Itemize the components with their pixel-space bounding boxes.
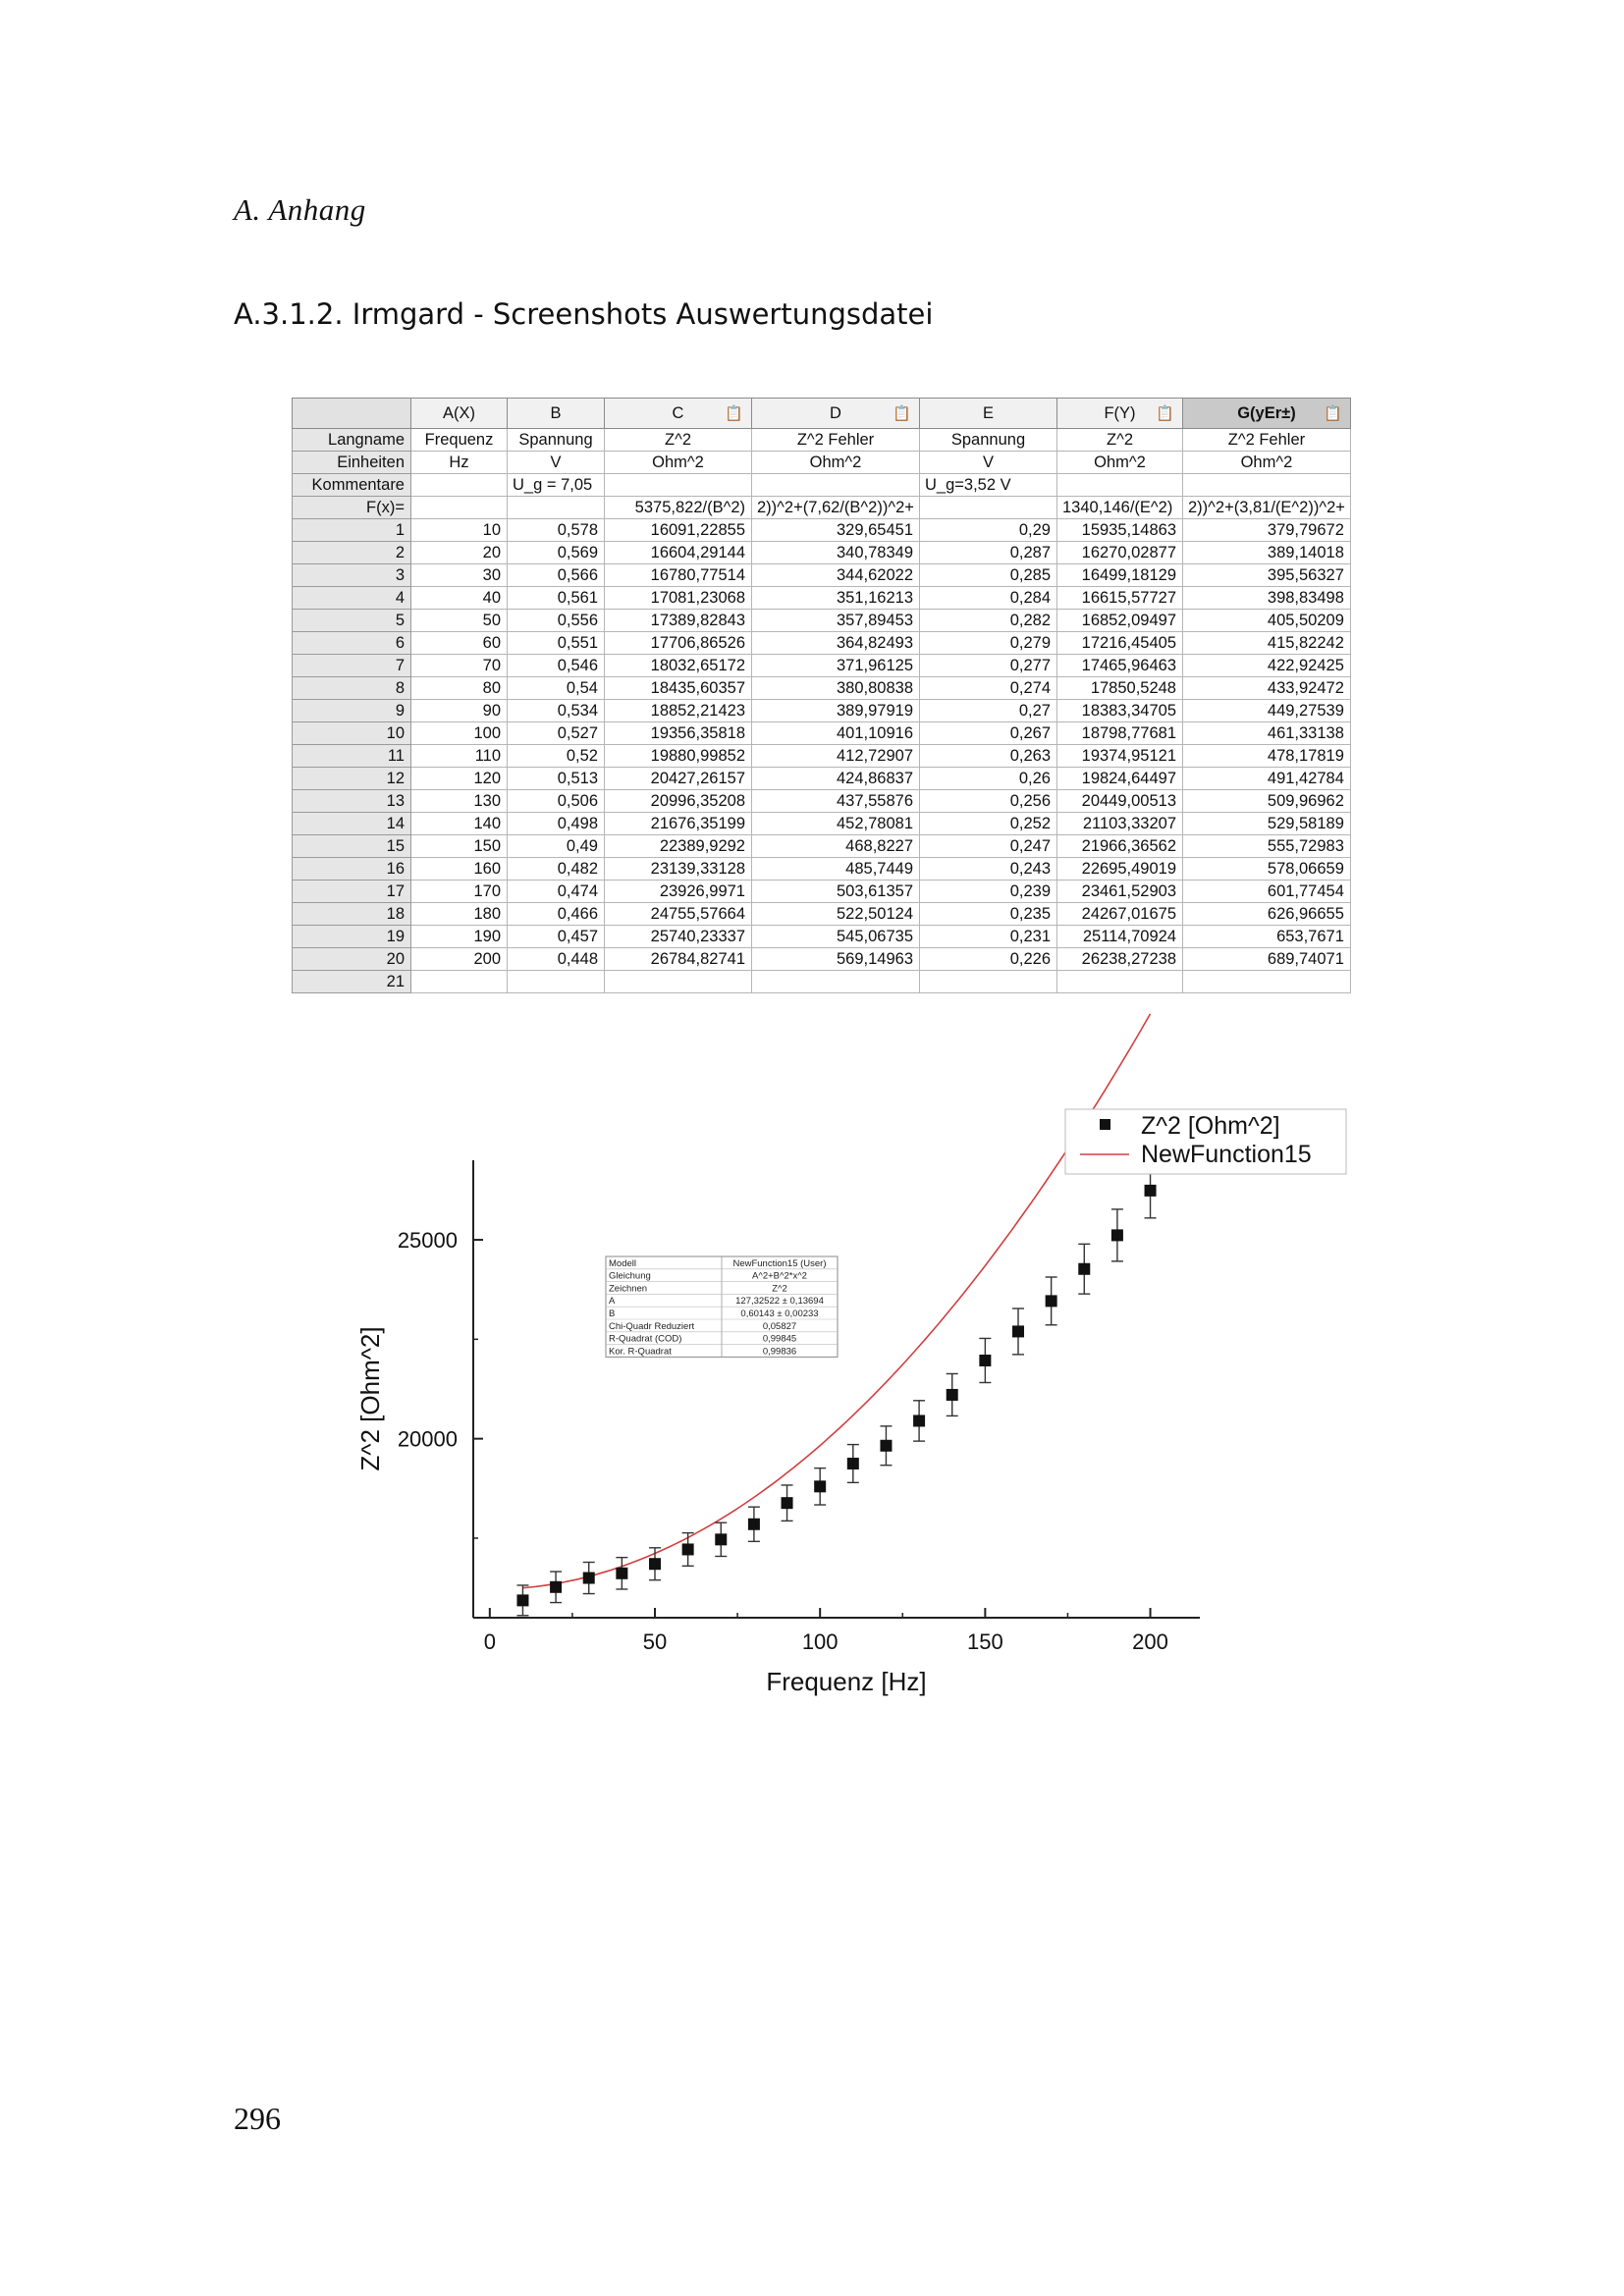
- table-cell-d[interactable]: 371,96125: [752, 655, 920, 677]
- table-cell-e[interactable]: 0,267: [920, 722, 1057, 745]
- table-cell-a[interactable]: 150: [411, 835, 508, 858]
- metadata-cell[interactable]: U_g = 7,05: [508, 474, 605, 497]
- table-cell-g[interactable]: 398,83498: [1183, 587, 1351, 610]
- table-cell-c[interactable]: 20996,35208: [605, 790, 752, 813]
- table-cell-d[interactable]: 357,89453: [752, 610, 920, 632]
- fit-table-value: 0,99836: [762, 1346, 797, 1358]
- table-cell-f[interactable]: 24267,01675: [1057, 903, 1183, 926]
- fit-table-value: 0,05827: [762, 1320, 797, 1332]
- table-cell-b[interactable]: 0,513: [508, 768, 605, 790]
- running-head: A. Anhang: [234, 192, 366, 227]
- metadata-cell[interactable]: Frequenz: [411, 429, 508, 452]
- column-letter: C: [672, 404, 684, 422]
- table-cell-g[interactable]: 601,77454: [1183, 881, 1351, 903]
- table-cell-c[interactable]: 16780,77514: [605, 564, 752, 587]
- table-cell-f[interactable]: 25114,70924: [1057, 926, 1183, 948]
- column-letter: A(X): [443, 404, 475, 422]
- fit-table-value: 127,32522 ± 0,13694: [735, 1296, 824, 1308]
- table-cell-e[interactable]: 0,26: [920, 768, 1057, 790]
- row-number[interactable]: 18: [293, 903, 411, 926]
- metadata-row-label[interactable]: Langname: [293, 429, 411, 452]
- table-cell-c[interactable]: 18435,60357: [605, 677, 752, 700]
- table-cell-g[interactable]: 433,92472: [1183, 677, 1351, 700]
- section-title: A.3.1.2. Irmgard - Screenshots Auswertungsdatei: [234, 297, 934, 331]
- y-axis-label: Z^2 [Ohm^2]: [355, 1326, 385, 1471]
- data-point: [649, 1558, 661, 1570]
- table-cell-a[interactable]: 80: [411, 677, 508, 700]
- table-cell-e[interactable]: 0,231: [920, 926, 1057, 948]
- table-cell-b[interactable]: 0,54: [508, 677, 605, 700]
- table-cell-f[interactable]: 22695,49019: [1057, 858, 1183, 881]
- table-cell-b[interactable]: 0,566: [508, 564, 605, 587]
- table-cell-a[interactable]: 100: [411, 722, 508, 745]
- table-cell-f[interactable]: 21103,33207: [1057, 813, 1183, 835]
- row-number[interactable]: 8: [293, 677, 411, 700]
- metadata-cell[interactable]: Ohm^2: [1183, 452, 1351, 474]
- table-cell-a[interactable]: 160: [411, 858, 508, 881]
- table-cell-b[interactable]: 0,49: [508, 835, 605, 858]
- row-number[interactable]: 4: [293, 587, 411, 610]
- table-cell-b[interactable]: 0,457: [508, 926, 605, 948]
- table-cell-f[interactable]: 19374,95121: [1057, 745, 1183, 768]
- table-cell-f[interactable]: 16852,09497: [1057, 610, 1183, 632]
- table-cell-e[interactable]: 0,263: [920, 745, 1057, 768]
- table-cell-f[interactable]: 16270,02877: [1057, 542, 1183, 564]
- row-number[interactable]: 9: [293, 700, 411, 722]
- fit-table-key: Zeichnen: [609, 1283, 648, 1295]
- clipboard-icon: 📋: [1324, 405, 1342, 422]
- fit-table-value: A^2+B^2*x^2: [752, 1270, 807, 1282]
- table-cell-e[interactable]: 0,29: [920, 519, 1057, 542]
- table-cell-c[interactable]: 20427,26157: [605, 768, 752, 790]
- table-cell-g[interactable]: 578,06659: [1183, 858, 1351, 881]
- table-cell-b[interactable]: 0,466: [508, 903, 605, 926]
- table-cell-e[interactable]: 0,239: [920, 881, 1057, 903]
- table-cell-e[interactable]: 0,284: [920, 587, 1057, 610]
- table-cell-b[interactable]: 0,578: [508, 519, 605, 542]
- legend-marker-points: [1100, 1119, 1110, 1130]
- row-number[interactable]: 3: [293, 564, 411, 587]
- row-number[interactable]: 20: [293, 948, 411, 971]
- table-cell-g[interactable]: 478,17819: [1183, 745, 1351, 768]
- data-point: [1111, 1229, 1123, 1241]
- table-cell-b[interactable]: 0,448: [508, 948, 605, 971]
- legend-label-points: Z^2 [Ohm^2]: [1141, 1112, 1280, 1140]
- table-cell-b[interactable]: 0,569: [508, 542, 605, 564]
- table-cell-c[interactable]: 17706,86526: [605, 632, 752, 655]
- table-cell-e[interactable]: 0,235: [920, 903, 1057, 926]
- metadata-cell[interactable]: Ohm^2: [1057, 452, 1183, 474]
- table-cell-g[interactable]: 379,79672: [1183, 519, 1351, 542]
- table-cell-g[interactable]: 509,96962: [1183, 790, 1351, 813]
- row-number[interactable]: 17: [293, 881, 411, 903]
- table-cell-f[interactable]: 15935,14863: [1057, 519, 1183, 542]
- table-cell-e[interactable]: 0,279: [920, 632, 1057, 655]
- table-cell-d[interactable]: 569,14963: [752, 948, 920, 971]
- data-point: [880, 1440, 892, 1452]
- column-letter: G(yEr±): [1237, 404, 1296, 422]
- y-tick-label: 20000: [397, 1426, 458, 1452]
- data-point: [1145, 1185, 1157, 1197]
- table-cell-f[interactable]: 26238,27238: [1057, 948, 1183, 971]
- metadata-cell[interactable]: V: [508, 452, 605, 474]
- table-cell-c[interactable]: 23139,33128: [605, 858, 752, 881]
- row-number[interactable]: 5: [293, 610, 411, 632]
- table-cell-c[interactable]: 21676,35199: [605, 813, 752, 835]
- x-tick-label: 200: [1132, 1629, 1168, 1654]
- table-cell-d[interactable]: 485,7449: [752, 858, 920, 881]
- table-cell-d[interactable]: 364,82493: [752, 632, 920, 655]
- table-cell-d[interactable]: 468,8227: [752, 835, 920, 858]
- page-number: 296: [234, 2101, 281, 2136]
- data-point: [550, 1581, 562, 1593]
- x-tick-label: 150: [967, 1629, 1003, 1654]
- table-cell-c[interactable]: 23926,9971: [605, 881, 752, 903]
- metadata-cell[interactable]: Hz: [411, 452, 508, 474]
- table-cell-e[interactable]: 0,256: [920, 790, 1057, 813]
- table-cell-c[interactable]: 25740,23337: [605, 926, 752, 948]
- row-number[interactable]: 15: [293, 835, 411, 858]
- table-cell-e[interactable]: 0,277: [920, 655, 1057, 677]
- table-cell-d[interactable]: 424,86837: [752, 768, 920, 790]
- metadata-cell[interactable]: 1340,146/(E^2): [1057, 497, 1183, 519]
- table-cell-d[interactable]: 412,72907: [752, 745, 920, 768]
- table-cell-f[interactable]: 23461,52903: [1057, 881, 1183, 903]
- table-cell-b[interactable]: 0,527: [508, 722, 605, 745]
- legend-label-fit: NewFunction15: [1141, 1141, 1312, 1168]
- data-point: [516, 1594, 528, 1606]
- table-cell-f[interactable]: 16499,18129: [1057, 564, 1183, 587]
- data-point: [814, 1480, 826, 1492]
- table-cell-c[interactable]: 26784,82741: [605, 948, 752, 971]
- data-point: [715, 1533, 727, 1545]
- table-cell-e[interactable]: 0,287: [920, 542, 1057, 564]
- row-number[interactable]: 7: [293, 655, 411, 677]
- table-cell-c[interactable]: 16604,29144: [605, 542, 752, 564]
- clipboard-icon: 📋: [893, 405, 911, 422]
- metadata-cell[interactable]: Z^2 Fehler: [752, 429, 920, 452]
- data-point: [947, 1389, 958, 1401]
- table-cell-g[interactable]: 491,42784: [1183, 768, 1351, 790]
- metadata-cell[interactable]: Z^2 Fehler: [1183, 429, 1351, 452]
- data-point: [913, 1415, 925, 1426]
- table-cell-b[interactable]: 0,534: [508, 700, 605, 722]
- metadata-cell[interactable]: 5375,822/(B^2): [605, 497, 752, 519]
- table-cell-g[interactable]: 415,82242: [1183, 632, 1351, 655]
- row-number[interactable]: 6: [293, 632, 411, 655]
- clipboard-icon: 📋: [1156, 405, 1174, 422]
- table-cell-b[interactable]: 0,556: [508, 610, 605, 632]
- column-letter: D: [830, 404, 841, 422]
- table-cell-a[interactable]: 60: [411, 632, 508, 655]
- table-cell-b[interactable]: 0,52: [508, 745, 605, 768]
- table-cell-b[interactable]: 0,506: [508, 790, 605, 813]
- row-number[interactable]: 21: [293, 971, 411, 993]
- table-cell-g[interactable]: 422,92425: [1183, 655, 1351, 677]
- metadata-row-label[interactable]: F(x)=: [293, 497, 411, 519]
- row-number[interactable]: 16: [293, 858, 411, 881]
- table-cell-e[interactable]: 0,226: [920, 948, 1057, 971]
- table-cell-g[interactable]: 529,58189: [1183, 813, 1351, 835]
- fit-table-value: 0,60143 ± 0,00233: [740, 1308, 819, 1319]
- row-number[interactable]: 12: [293, 768, 411, 790]
- table-cell-d[interactable]: 437,55876: [752, 790, 920, 813]
- metadata-row-label[interactable]: Einheiten: [293, 452, 411, 474]
- table-cell-g[interactable]: 461,33138: [1183, 722, 1351, 745]
- table-cell-g[interactable]: 626,96655: [1183, 903, 1351, 926]
- y-tick-label: 25000: [397, 1228, 458, 1254]
- metadata-cell[interactable]: Ohm^2: [752, 452, 920, 474]
- metadata-cell[interactable]: U_g=3,52 V: [920, 474, 1057, 497]
- metadata-cell[interactable]: Spannung: [920, 429, 1057, 452]
- table-cell-g[interactable]: 405,50209: [1183, 610, 1351, 632]
- table-cell-a[interactable]: 180: [411, 903, 508, 926]
- table-cell-g[interactable]: 555,72983: [1183, 835, 1351, 858]
- table-cell-a[interactable]: 30: [411, 564, 508, 587]
- row-number[interactable]: 14: [293, 813, 411, 835]
- row-number[interactable]: 10: [293, 722, 411, 745]
- table-cell-c[interactable]: 24755,57664: [605, 903, 752, 926]
- table-cell-d[interactable]: 351,16213: [752, 587, 920, 610]
- table-cell-c[interactable]: 19356,35818: [605, 722, 752, 745]
- table-cell-a[interactable]: 140: [411, 813, 508, 835]
- metadata-row-label[interactable]: Kommentare: [293, 474, 411, 497]
- table-cell-a[interactable]: 50: [411, 610, 508, 632]
- table-cell-c[interactable]: 17389,82843: [605, 610, 752, 632]
- table-cell-c[interactable]: 17081,23068: [605, 587, 752, 610]
- table-cell-a[interactable]: 170: [411, 881, 508, 903]
- table-cell-b[interactable]: 0,482: [508, 858, 605, 881]
- x-tick-label: 100: [801, 1629, 839, 1654]
- table-cell-c[interactable]: 19880,99852: [605, 745, 752, 768]
- row-number[interactable]: 11: [293, 745, 411, 768]
- table-cell-d[interactable]: 329,65451: [752, 519, 920, 542]
- table-cell-f[interactable]: 17465,96463: [1057, 655, 1183, 677]
- data-point: [616, 1568, 627, 1579]
- table-cell-d[interactable]: 503,61357: [752, 881, 920, 903]
- fit-table-key: Modell: [609, 1257, 636, 1269]
- table-cell-g[interactable]: 689,74071: [1183, 948, 1351, 971]
- column-letter: F(Y): [1104, 404, 1136, 422]
- table-cell-d[interactable]: 522,50124: [752, 903, 920, 926]
- table-cell-c[interactable]: 18852,21423: [605, 700, 752, 722]
- table-cell-c[interactable]: 16091,22855: [605, 519, 752, 542]
- metadata-cell[interactable]: 2))^2+(3,81/(E^2))^2+: [1183, 497, 1351, 519]
- table-cell-g[interactable]: 395,56327: [1183, 564, 1351, 587]
- fit-table-value: NewFunction15 (User): [732, 1257, 827, 1269]
- fit-table-value: 0,99845: [762, 1333, 797, 1345]
- table-cell-a[interactable]: 130: [411, 790, 508, 813]
- table-cell-a[interactable]: 190: [411, 926, 508, 948]
- data-point: [1046, 1295, 1057, 1307]
- table-cell-b[interactable]: 0,498: [508, 813, 605, 835]
- row-number[interactable]: 19: [293, 926, 411, 948]
- table-cell-b[interactable]: 0,561: [508, 587, 605, 610]
- metadata-cell[interactable]: Spannung: [508, 429, 605, 452]
- metadata-cell[interactable]: 2))^2+(7,62/(B^2))^2+: [752, 497, 920, 519]
- row-number[interactable]: 13: [293, 790, 411, 813]
- x-tick-label: 50: [642, 1629, 668, 1654]
- metadata-cell[interactable]: Z^2: [605, 429, 752, 452]
- metadata-cell[interactable]: V: [920, 452, 1057, 474]
- table-cell-b[interactable]: 0,551: [508, 632, 605, 655]
- table-cell-c[interactable]: 18032,65172: [605, 655, 752, 677]
- table-cell-e[interactable]: 0,282: [920, 610, 1057, 632]
- table-cell-c[interactable]: 22389,9292: [605, 835, 752, 858]
- table-cell-d[interactable]: 389,97919: [752, 700, 920, 722]
- table-cell-e[interactable]: 0,27: [920, 700, 1057, 722]
- fit-table-key: Gleichung: [609, 1270, 651, 1282]
- table-cell-f[interactable]: 19824,64497: [1057, 768, 1183, 790]
- data-point: [682, 1543, 694, 1555]
- table-cell-a[interactable]: 200: [411, 948, 508, 971]
- data-point: [748, 1519, 760, 1530]
- table-cell-a[interactable]: 70: [411, 655, 508, 677]
- table-cell-d[interactable]: 401,10916: [752, 722, 920, 745]
- table-cell-d[interactable]: 545,06735: [752, 926, 920, 948]
- table-cell-f[interactable]: 21966,36562: [1057, 835, 1183, 858]
- table-cell-g[interactable]: 653,7671: [1183, 926, 1351, 948]
- table-cell-f[interactable]: 20449,00513: [1057, 790, 1183, 813]
- metadata-cell[interactable]: Z^2: [1057, 429, 1183, 452]
- table-cell-f[interactable]: 16615,57727: [1057, 587, 1183, 610]
- data-point: [847, 1458, 859, 1469]
- x-axis-label: Frequenz [Hz]: [766, 1667, 927, 1696]
- table-cell-e[interactable]: 0,252: [920, 813, 1057, 835]
- table-cell-a[interactable]: 120: [411, 768, 508, 790]
- metadata-cell[interactable]: Ohm^2: [605, 452, 752, 474]
- table-cell-g[interactable]: 389,14018: [1183, 542, 1351, 564]
- fit-table-key: B: [609, 1308, 616, 1319]
- table-cell-f[interactable]: 17216,45405: [1057, 632, 1183, 655]
- table-cell-f[interactable]: 18383,34705: [1057, 700, 1183, 722]
- row-number[interactable]: 1: [293, 519, 411, 542]
- table-cell-g[interactable]: 449,27539: [1183, 700, 1351, 722]
- row-number[interactable]: 2: [293, 542, 411, 564]
- data-point: [1078, 1263, 1090, 1275]
- table-cell-d[interactable]: 380,80838: [752, 677, 920, 700]
- table-cell-f[interactable]: 18798,77681: [1057, 722, 1183, 745]
- table-cell-a[interactable]: 10: [411, 519, 508, 542]
- table-cell-a[interactable]: 20: [411, 542, 508, 564]
- table-cell-f[interactable]: 17850,5248: [1057, 677, 1183, 700]
- fit-table-value: Z^2: [772, 1283, 787, 1295]
- fit-table-key: R-Quadrat (COD): [609, 1333, 682, 1345]
- data-point: [583, 1573, 595, 1584]
- fit-table-key: Kor. R-Quadrat: [609, 1346, 672, 1358]
- table-cell-b[interactable]: 0,546: [508, 655, 605, 677]
- data-point: [979, 1355, 991, 1366]
- x-tick-label: 0: [483, 1629, 496, 1654]
- fit-table-key: A: [609, 1296, 616, 1308]
- column-letter: B: [550, 404, 562, 422]
- data-point: [1012, 1325, 1024, 1337]
- fit-table-key: Chi-Quadr Reduziert: [609, 1320, 695, 1332]
- clipboard-icon: 📋: [725, 405, 743, 422]
- table-cell-d[interactable]: 344,62022: [752, 564, 920, 587]
- table-cell-e[interactable]: 0,274: [920, 677, 1057, 700]
- table-cell-e[interactable]: 0,243: [920, 858, 1057, 881]
- table-cell-e[interactable]: 0,247: [920, 835, 1057, 858]
- table-cell-d[interactable]: 452,78081: [752, 813, 920, 835]
- table-cell-a[interactable]: 110: [411, 745, 508, 768]
- column-letter: E: [982, 404, 994, 422]
- table-cell-a[interactable]: 90: [411, 700, 508, 722]
- table-cell-d[interactable]: 340,78349: [752, 542, 920, 564]
- table-cell-b[interactable]: 0,474: [508, 881, 605, 903]
- table-cell-a[interactable]: 40: [411, 587, 508, 610]
- table-cell-e[interactable]: 0,285: [920, 564, 1057, 587]
- data-point: [782, 1497, 793, 1509]
